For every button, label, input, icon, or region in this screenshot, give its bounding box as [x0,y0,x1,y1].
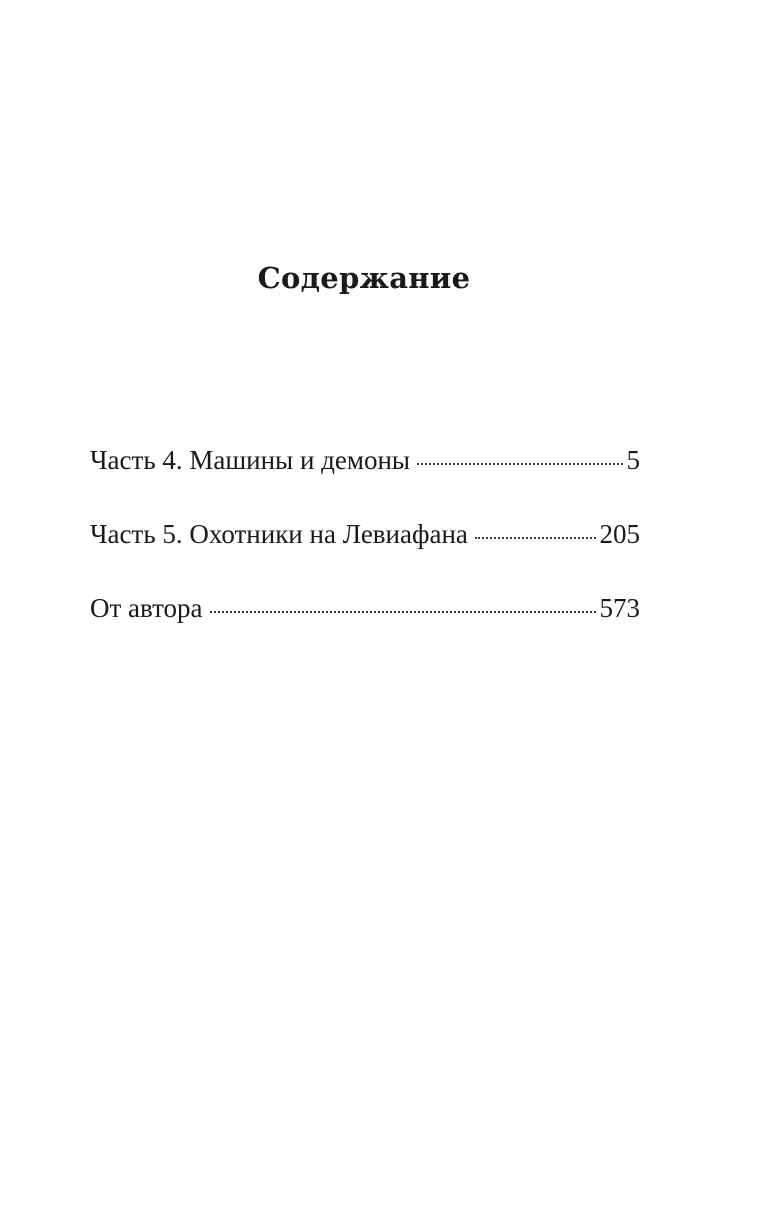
dot-leader [417,463,622,465]
toc-entry-page-number: 205 [599,519,640,549]
toc-entry-part-4 [90,440,640,480]
toc-entry-page-number: 5 [626,445,640,475]
toc-heading: Содержание [257,261,471,295]
toc-list [90,440,640,662]
toc-entry-page-number: 573 [599,593,640,623]
toc-entry-part-5 [90,514,640,554]
dot-leader [475,537,596,539]
dot-leader [210,611,596,613]
toc-entry-afterword [90,588,640,628]
toc-entry-label: Часть 5. Охотники на Левиафана [90,519,468,549]
toc-entry-label: От автора [90,593,203,623]
toc-entry-label: Часть 4. Машины и демоны [90,445,411,475]
